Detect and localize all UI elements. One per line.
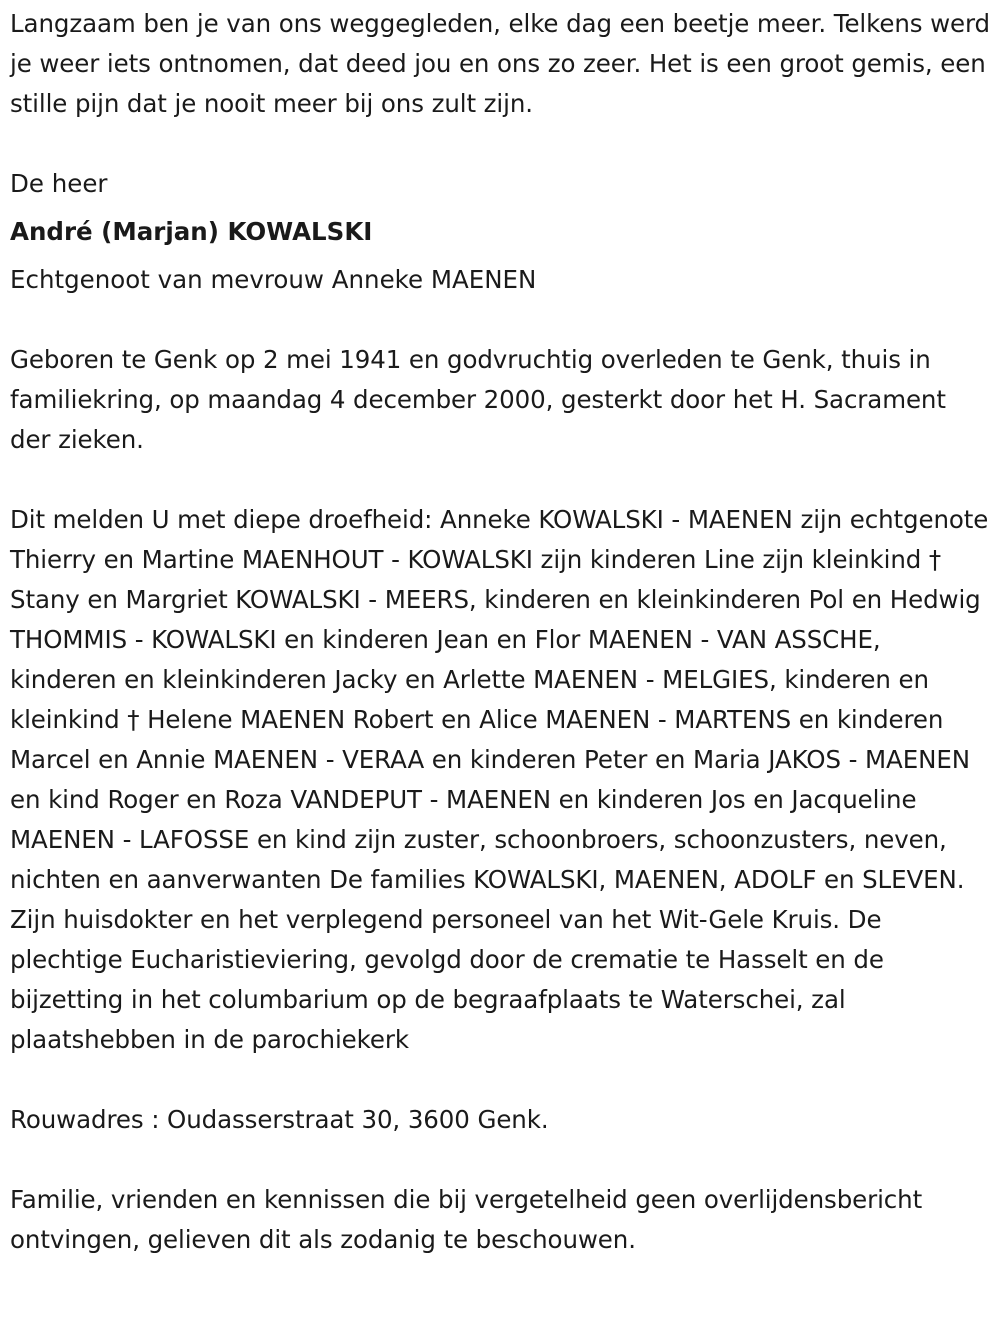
family-text-part-3: Helene MAENEN Robert en Alice MAENEN - MARTENS en kinderen Marcel en Annie MAENEN - VERAA en kinderen Peter en Maria JAKOS - MAENEN en kind Roger en Roza VANDEPUT - MAENEN en kinderen Jos en Jacqueline MAENEN - LAFOSSE en kind zijn zuster, schoonbroers, schoonzusters, neven, nichten en aanverwanten De families KOWALSKI, MAENEN, ADOLF en SLEVEN. Zijn huisdokter en het verplegend personeel van het Wit-Gele Kruis. De plechtige Eucharistieviering, gevolgd door de crematie te Hasselt en de bijzetting in het columbarium op de begraafplaats te Waterschei, zal plaatshebben in de parochiekerk — [10, 705, 970, 1054]
spacer — [10, 460, 990, 500]
spacer — [10, 1060, 990, 1100]
spacer — [10, 124, 990, 164]
closing-note: Familie, vrienden en kennissen die bij vergetelheid geen overlijdensbericht ontvingen, gelieven dit als zodanig te beschouwen. — [10, 1185, 923, 1254]
cross-icon: † — [928, 545, 942, 574]
spacer — [10, 1140, 990, 1180]
mourning-address: Rouwadres : Oudasserstraat 30, 3600 Genk. — [10, 1105, 549, 1134]
spacer — [10, 300, 990, 340]
birth-death-info: Geboren te Genk op 2 mei 1941 en godvruchtig overleden te Genk, thuis in familiekring, op maandag 4 december 2000, gesterkt door het H. Sacrament der zieken. — [10, 345, 946, 454]
family-text-part-1: Dit melden U met diepe droefheid: Anneke KOWALSKI - MAENEN zijn echtgenote Thierry en Martine MAENHOUT - KOWALSKI zijn kinderen Line zijn kleinkind — [10, 505, 989, 574]
salutation: De heer — [10, 169, 108, 198]
cross-icon: † — [127, 705, 140, 734]
family-text-part-2: Stany en Margriet KOWALSKI - MEERS, kinderen en kleinkinderen Pol en Hedwig THOMMIS - KOWALSKI en kinderen Jean en Flor MAENEN - VAN ASSCHE, kinderen en kleinkinderen Jacky en Arlette MAENEN - MELGIES, kinderen en kleinkind — [10, 585, 981, 734]
memorial-poem: Langzaam ben je van ons weggegleden, elke dag een beetje meer. Telkens werd je weer iets ontnomen, dat deed jou en ons zo zeer. Het is een groot gemis, een stille pijn dat je nooit meer bij ons zult zijn. — [10, 9, 991, 118]
deceased-name: André (Marjan) KOWALSKI — [10, 217, 373, 246]
family-announcement — [10, 500, 990, 1060]
spouse-line: Echtgenoot van mevrouw Anneke MAENEN — [10, 265, 537, 294]
